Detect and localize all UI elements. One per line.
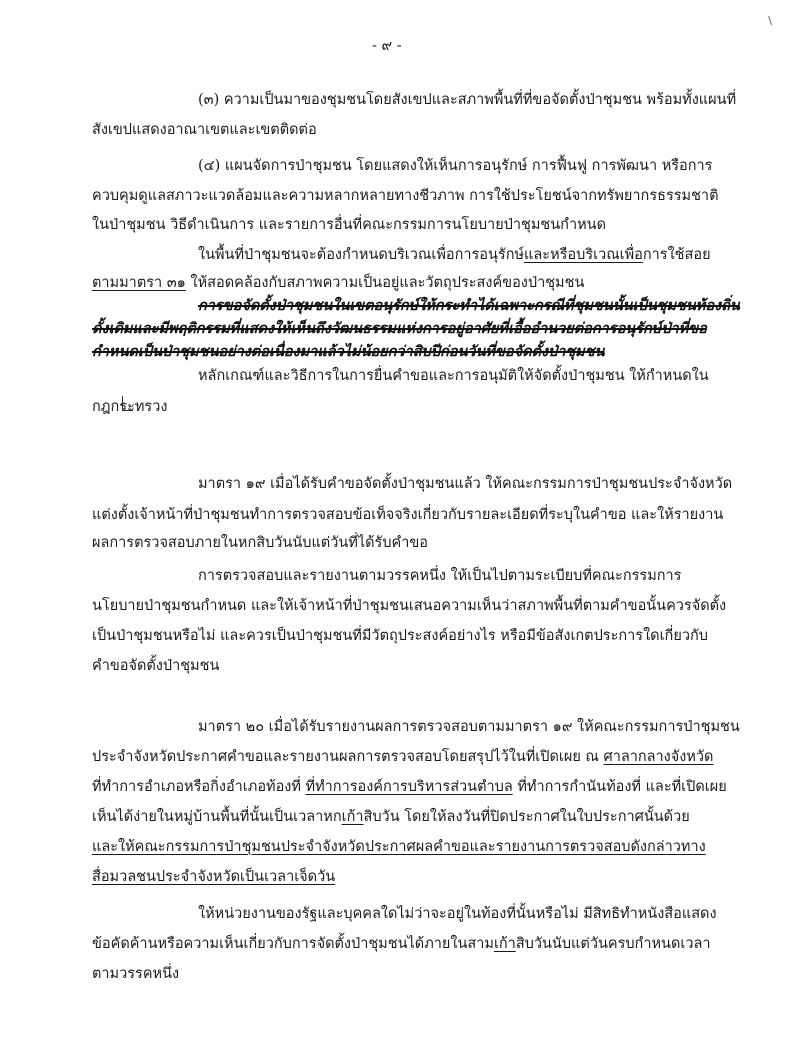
struck-text: การขอจัดตั้งป่าชุมชนในเขตอนุรักษ์ให้กระทำได้เฉพาะกรณีที่ชุมชนนั้นเป็นชุมชนท้องถิ่น <box>198 297 740 314</box>
text-segment: นโยบายป่าชุมชนกำหนด และให้เจ้าหน้าที่ป่าชุมชนเสนอความเห็นว่าสภาพพื้นที่ตามคำขอนั้นควรจัดตั้ง <box>92 598 727 614</box>
text-line <box>92 837 706 857</box>
underlined-text: บริเวณเพื่อ <box>576 247 643 263</box>
text-segment: ข้อคัดค้านหรือความเห็นเกี่ยวกับการจัดตั้งป่าชุมชนได้ภายในสาม <box>92 936 494 952</box>
text-line <box>198 296 740 316</box>
text-line <box>92 747 713 767</box>
text-segment: ผลการตรวจสอบภายในหกสิบวันนับแต่วันที่ได้รับคำขอ <box>92 535 428 551</box>
text-segment: หลักเกณฑ์และวิธีการในการยื่นคำขอและการอนุมัติให้จัดตั้งป่าชุมชน ให้กำหนดใน <box>198 368 709 384</box>
text-line <box>92 656 219 676</box>
text-line <box>92 397 167 417</box>
text-segment: ตามวรรคหนึ่ง <box>92 966 180 982</box>
struck-text: ดั้งเดิมและมีพฤติกรรมที่แสดงให้เห็นถึงวัฒนธรรมแห่งการอยู่อาศัยที่เอื้ออำนวยต่อการอนุรักษ์ป่าที่ขอ <box>92 320 707 337</box>
underlined-text: ตามมาตรา ๓๑ <box>92 275 186 291</box>
underlined-text: ศาลากลางจังหวัด <box>603 749 714 765</box>
text-segment: (๔) แผนจัดการป่าชุมชน โดยแสดงให้เห็นการอนุรักษ์ การฟื้นฟู การพัฒนา หรือการ <box>198 158 713 174</box>
text-line <box>198 474 732 494</box>
text-line <box>198 245 711 265</box>
text-line <box>92 964 179 984</box>
text-line <box>92 505 723 525</box>
page-number: - ๙ - <box>372 38 402 54</box>
text-segment: แต่งตั้งเจ้าหน้าที่ป่าชุมชนทำการตรวจสอบข้อเท็จจริงเกี่ยวกับรายละเอียดที่ระบุในคำขอ และให้รายงาน <box>92 507 724 523</box>
underlined-text: ที่ทำการองค์การบริหารส่วนตำบล <box>305 779 513 795</box>
text-segment: มาตรา ๒๐ เมื่อได้รับรายงานผลการตรวจสอบตามมาตรา ๑๙ ให้คณะกรรมการป่าชุมชน <box>198 719 740 735</box>
text-segment: คำขอจัดตั้งป่าชุมชน <box>92 658 220 674</box>
text-line <box>92 273 584 293</box>
text-line <box>198 566 681 586</box>
text-segment: การใช้สอย <box>642 247 711 263</box>
text-line <box>92 626 708 646</box>
text-segment: ที่ทำการกำนันท้องที่ และที่เปิดเผย <box>512 779 727 795</box>
text-segment: ในพื้นที่ป่าชุมชนจะต้องกำหนดบริเวณเพื่อการอนุรักษ์ <box>198 247 525 263</box>
text-line <box>92 215 606 235</box>
text-segment: ให้สอดคล้องกับสภาพความเป็นอยู่และวัตถุประสงค์ของป่าชุมชน <box>185 275 585 291</box>
text-line <box>92 319 707 339</box>
text-segment: ที่ทำการอำเภอหรือกิ่งอำเภอท้องที่ <box>92 779 306 795</box>
text-segment: เห็นได้ง่ายในหมู่บ้านพื้นที่นั้นเป็นเวลาหก <box>92 809 342 825</box>
underlined-text: และให้คณะกรรมการป่าชุมชนประจำจังหวัดประกาศผลคำขอและรายงานการตรวจสอบดังกล่าวทาง <box>92 839 706 855</box>
struck-text: กำหนดเป็นป่าชุมชนอย่างต่อเนื่องมาแล้วไม่น้อยกว่าสิบปีก่อนวันที่ขอจัดตั้งป่าชุมชน <box>92 343 605 360</box>
text-line <box>92 596 726 616</box>
text-line <box>92 186 719 206</box>
text-segment: เป็นป่าชุมชนหรือไม่ และควรเป็นป่าชุมชนที่มีวัตถุประสงค์อย่างไร หรือมีข้อสังเกตประการใดเกี่ยวกับ <box>92 628 708 644</box>
text-segment: ในป่าชุมชน วิธีดำเนินการ และรายการอื่นที่คณะกรรมการนโยบายป่าชุมชนกำหนด <box>92 217 606 233</box>
underlined-text: และหรือ <box>524 247 577 263</box>
text-segment: การตรวจสอบและรายงานตามวรรคหนึ่ง ให้เป็นไปตามระเบียบที่คณะกรรมการ <box>198 568 682 584</box>
text-segment: ให้หน่วยงานของรัฐและบุคคลใดไม่ว่าจะอยู่ในท้องที่นั้นหรือไม่ มีสิทธิทำหนังสือแสดง <box>198 906 717 922</box>
text-line <box>198 904 717 924</box>
text-segment: กฎกระทรวง <box>92 399 168 415</box>
text-segment: สังเขปแสดงอาณาเขตและเขตติดต่อ <box>92 122 317 138</box>
text-segment: (๓) ความเป็นมาของชุมชนโดยสังเขปและสภาพพื้นที่ที่ขอจัดตั้งป่าชุมชน พร้อมทั้งแผนที่ <box>198 92 737 108</box>
text-line <box>92 807 690 827</box>
text-segment: ควบคุมดูแลสภาวะแวดล้อมและความหลากหลายทางชีวภาพ การใช้ประโยชน์จากทรัพยากรธรรมชาติ <box>92 188 719 204</box>
corner-mark: \ <box>768 14 772 27</box>
text-segment: มาตรา ๑๙ เมื่อได้รับคำขอจัดตั้งป่าชุมชนแล้ว ให้คณะกรรมการป่าชุมชนประจำจังหวัด <box>198 476 733 492</box>
text-line <box>92 867 335 887</box>
text-segment: สิบวันนับแต่วันครบกำหนดเวลา <box>515 936 711 952</box>
text-line <box>198 90 736 110</box>
text-segment: ประจำจังหวัดประกาศคำขอและรายงานผลการตรวจสอบโดยสรุปไว้ในที่เปิดเผย ณ <box>92 749 604 765</box>
underlined-text: สื่อมวลชนประจำจังหวัดเป็นเวลาเจ็ดวัน <box>92 869 336 885</box>
text-line <box>198 366 709 386</box>
underlined-text: เก้า <box>341 809 364 825</box>
text-segment: สิบวัน โดยให้ลงวันที่ปิดประกาศในใบประกาศนั้นด้วย <box>363 809 690 825</box>
text-line <box>92 533 428 553</box>
underlined-text: เก้า <box>493 936 516 952</box>
text-line <box>92 777 727 797</box>
text-line <box>198 156 712 176</box>
text-line <box>92 934 711 954</box>
text-line <box>198 717 740 737</box>
text-line <box>92 342 605 362</box>
text-line <box>92 120 317 140</box>
